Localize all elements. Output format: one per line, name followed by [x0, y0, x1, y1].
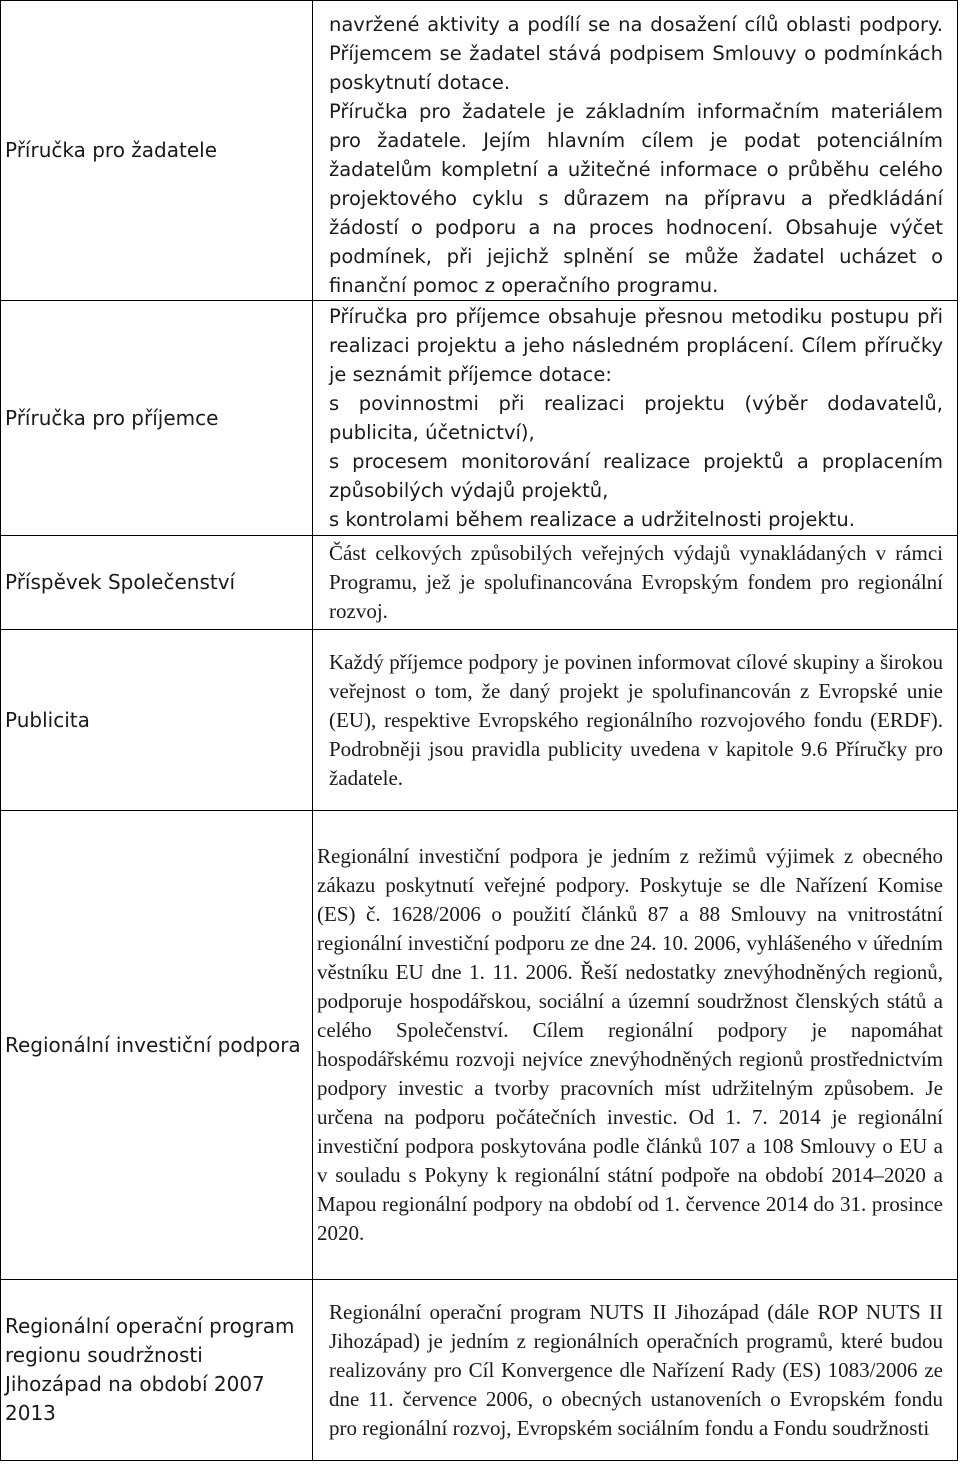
definition-cell	[313, 811, 958, 1280]
definition-continuation: navržené aktivity a podílí se na dosažení cílů oblasti podpory. Příjemcem se žadatel stává podpisem Smlouvy o podmínkách poskytnutí dotace.	[329, 13, 943, 94]
term-label: Příspěvek Společenství	[5, 570, 236, 594]
definition-text: Část celkových způsobilých veřejných výdajů vynakládaných v rámci Programu, jež je spolufinancována Evropským fondem pro regionální rozvoj.	[329, 541, 943, 623]
definition-text: Regionální operační program NUTS II Jihozápad (dále ROP NUTS II Jihozápad) je jedním z regionálních operačních programů, které budou realizovány pro Cíl Konvergence dle Nařízení Rady (ES) 1083/2006 ze dne 11. července 2006, o obecných ustanoveních o Evropském fondu pro regionální rozvoj, Evropském sociálním fondu a Fondu soudržnosti	[329, 1299, 943, 1440]
table-row	[1, 536, 958, 630]
definition-bullet: s procesem monitorování realizace projektů a proplacením způsobilých výdajů projektů,	[329, 450, 943, 502]
definition-text: Regionální investiční podpora je jedním z režimů výjimek z obecného zákazu poskytnutí veřejné podpory. Poskytuje se dle Nařízení Komise (ES) č. 1628/2006 o použití článků 87 a 88 Smlouvy na vnitrostátní regionální investiční podporu ze dne 24. 10. 2006, vyhlášeného v úředním věstníku EU dne 1. 11. 2006. Řeší nedostatky znevýhodněných regionů, podporuje hospodářskou, sociální a územní soudržnost členských států a celého Společenství. Cílem regionální podpory je napomáhat hospodářskému rozvoji nejvíce znevýhodněných regionů prostřednictvím podpory investic a tvorby pracovních míst udržitelným způsobem. Je určena na podporu počátečních investic. Od 1. 7. 2014 je regionální investiční podpora poskytována podle článků 107 a 108 Smlouvy o EU a v souladu s Pokyny k regionální státní podpoře na období 2014–2020 a Mapou regionální podpory na období od 1. července 2014 do 31. prosince 2020.	[317, 844, 943, 1245]
table-row	[1, 301, 958, 536]
table-row	[1, 1280, 958, 1461]
term-label: Regionální investiční podpora	[5, 1032, 301, 1057]
term-cell	[1, 1, 313, 301]
term-cell	[1, 811, 313, 1280]
term-label: Regionální operační program regionu soudržnosti Jihozápad na období 2007 2013	[5, 1314, 295, 1425]
term-label: Publicita	[5, 707, 90, 732]
table-row	[1, 1, 958, 301]
term-label: Příručka pro žadatele	[5, 138, 218, 162]
term-cell	[1, 301, 313, 536]
term-cell	[1, 630, 313, 811]
definition-cell	[313, 301, 958, 536]
definition-cell	[313, 536, 958, 630]
definition-cell	[313, 1, 958, 301]
definition-text: Příručka pro příjemce obsahuje přesnou metodiku postupu při realizaci projektu a jeho následném proplácení. Cílem příručky je seznámit příjemce dotace:	[329, 305, 943, 386]
table-row	[1, 811, 958, 1280]
table-row	[1, 630, 958, 811]
term-label: Příručka pro příjemce	[5, 405, 219, 430]
definition-text: Každý příjemce podpory je povinen informovat cílové skupiny a širokou veřejnost o tom, že daný projekt je spolufinancován z Evropské unie (EU), respektive Evropského regionálního rozvojového fondu (ERDF). Podrobněji jsou pravidla publicity uvedena v kapitole 9.6 Příručky pro žadatele.	[329, 649, 943, 790]
definition-bullet: s kontrolami během realizace a udržitelnosti projektu.	[329, 508, 855, 531]
definition-text: Příručka pro žadatele je základním informačním materiálem pro žadatele. Jejím hlavním cílem je podat potenciálním žadatelům kompletní a užitečné informace o průběhu celého projektového cyklu s důrazem na přípravu a předkládání žádostí o podporu a na proces hodnocení. Obsahuje výčet podmínek, při jejichž splnění se může žadatel ucházet o finanční pomoc z operačního programu.	[329, 100, 943, 297]
definition-cell	[313, 1280, 958, 1461]
definition-cell	[313, 630, 958, 811]
term-cell	[1, 1280, 313, 1461]
term-cell	[1, 536, 313, 630]
definition-bullet: s povinnostmi při realizaci projektu (výběr dodavatelů, publicita, účetnictví),	[329, 392, 943, 444]
